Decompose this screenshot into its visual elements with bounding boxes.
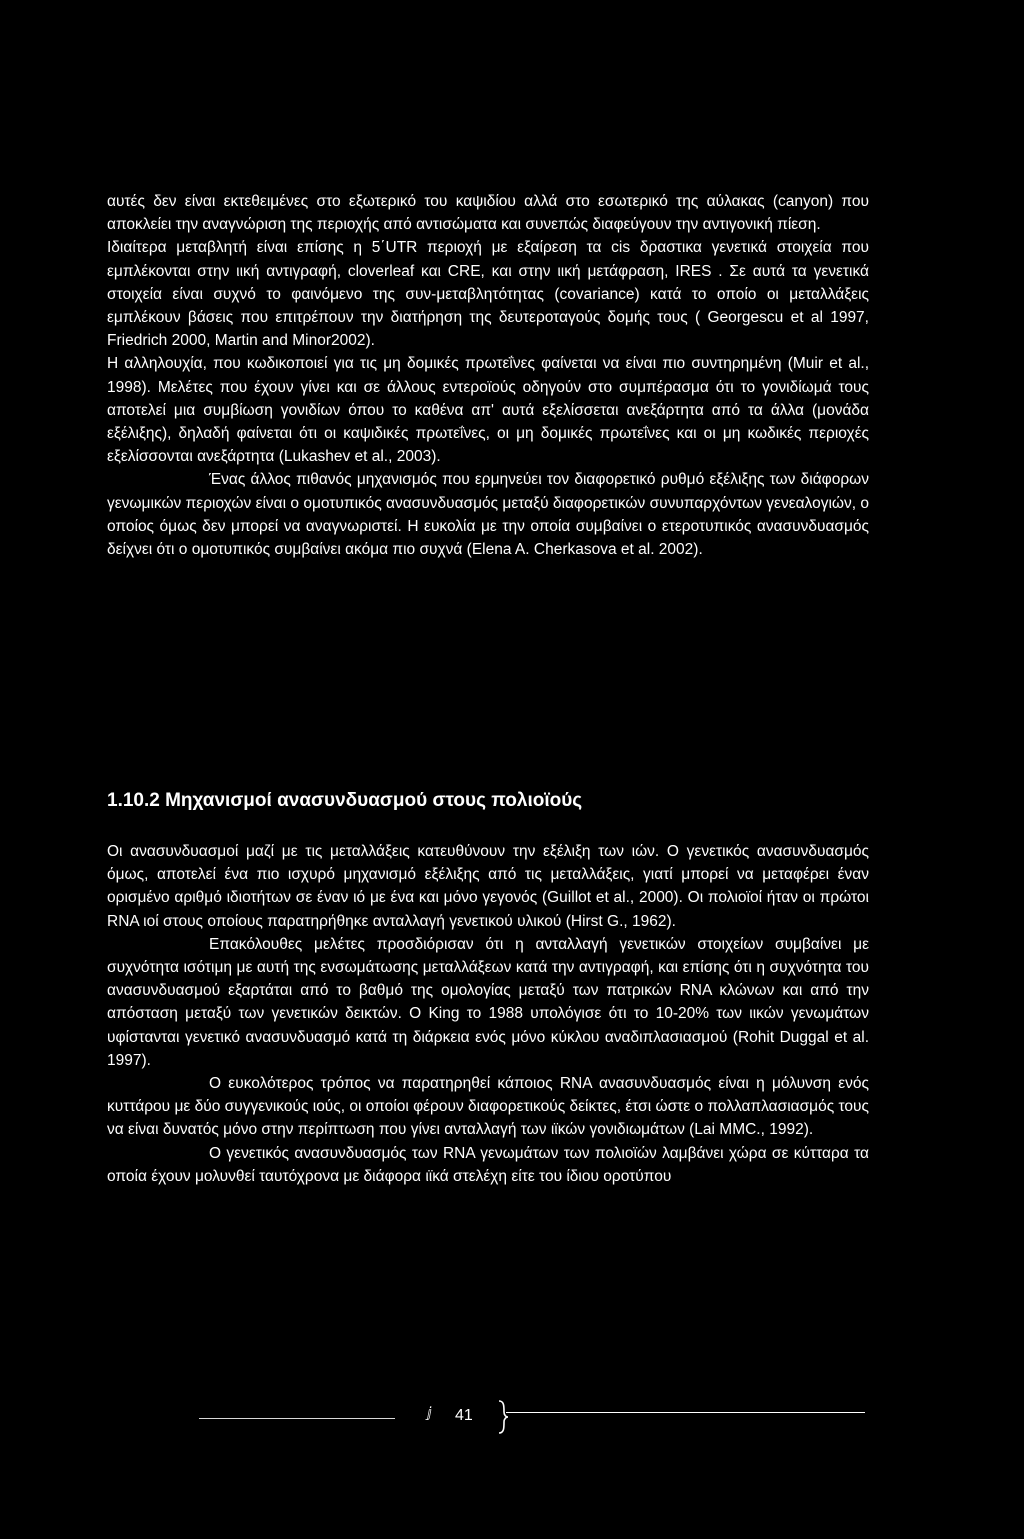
section-heading: 1.10.2 Μηχανισμοί ανασυνδυασμού στους πολιοϊούς bbox=[107, 790, 583, 811]
paragraph-nonstructural-proteins: Η αλληλουχία, που κωδικοποιεί για τις μη δομικές πρωτεΐνες φαίνεται να είναι πιο συντηρημένη (Muir et al., 1998). Μελέτες που έχουν γίνει και σε άλλους εντεροϊούς οδηγούν στο συμπέρασμα ότι το γονιδίωμά τους αποτελεί μια συμβίωση γονιδίων όπου το καθένα απ' αυτά εξελίσσεται ανεξάρτητα από τα άλλα (μονάδα εξέλιξης), δηλαδή φαίνεται ότι οι καψιδικές πρωτεΐνες, οι μη δομικές πρωτεΐνες και οι μη κωδικές περιοχές εξελίσσονται ανεξάρτητα (Lukashev et al., 2003). bbox=[107, 355, 869, 466]
page-number: 41 bbox=[455, 1407, 473, 1424]
footer-bracket-icon bbox=[497, 1400, 509, 1434]
paragraph-5utr-variability: Ιδιαίτερα μεταβλητή είναι επίσης η 5΄UTR περιοχή με εξαίρεση τα cis δραστικα γενετικά στοιχεία που εμπλέκονται στην ιική αντιγραφή, cloverleaf και CRE, και στην ιική μετάφραση, IRES . Σε αυτά τα γενετικά στοιχεία είναι συχνό το φαινόμενο της συν-μεταβλητότητας (covariance) κατά το οποίο οι μεταλλάξεις εμπλέκουν βάσεις που επιτρέπουν την διατήρηση της δευτεροταγούς δομής τους ( Georgescu et al 1997, Friedrich 2000, Martin and Minor2002). bbox=[107, 239, 869, 350]
paragraph-continuation: αυτές δεν είναι εκτεθειμένες στο εξωτερικό του καψιδίου αλλά στο εσωτερικό της αύλακας (canyon) που αποκλείει την αναγνώριση της περιοχής από αντισώματα και συνεπώς διαφεύγουν την αντιγονική πίεση. bbox=[107, 193, 869, 234]
paragraph-recombination-intro: Οι ανασυνδυασμοί μαζί με τις μεταλλάξεις κατευθύνουν την εξέλιξη των ιών. Ο γενετικός ανασυνδυασμός όμως, αποτελεί ένα πιο ισχυρό μηχανισμό εξέλιξης από τις μεταλλάξεις, γιατί μπορεί να μεταφέρει έναν ορισμένο αριθμό ιδιοτήτων σε έναν ιό με ένα και μόνο γεγονός (Guillot et al., 2000). Οι πολιοϊοί ήταν οι πρώτοι RNA ιοί στους οποίους παρατηρήθηκε ανταλλαγή γενετικού υλικού (Hirst G., 1962). bbox=[107, 843, 869, 930]
footer-rule-right bbox=[506, 1412, 865, 1413]
footer-mark: ⅉ bbox=[427, 1404, 432, 1420]
body-text-top bbox=[107, 190, 869, 561]
footer-rule-left bbox=[199, 1418, 395, 1419]
paragraph-easiest-way: Ο ευκολότερος τρόπος να παρατηρηθεί κάποιος RNA ανασυνδυασμός είναι η μόλυνση ενός κυττάρου με δύο συγγενικούς ιούς, οι οποίοι φέρουν διαφορετικούς δείκτες, έτσι ώστε ο πολλαπλασιασμός τους να είναι δυνατός μόνο στην περίπτωση που γίνει ανταλλαγή των ιϊκών γονιδιωμάτων (Lai MMC., 1992). bbox=[107, 1075, 869, 1139]
paragraph-homotypic-recombination: Ένας άλλος πιθανός μηχανισμός που ερμηνεύει τον διαφορετικό ρυθμό εξέλιξης των διάφορων γενωμικών περιοχών είναι ο ομοτυπικός ανασυνδυασμός μεταξύ διαφορετικών συνυπαρχόντων γενεαλογιών, ο οποίος όμως δεν μπορεί να αναγνωριστεί. Η ευκολία με την οποία συμβαίνει ο ετεροτυπικός ανασυνδυασμός δείχνει ότι ο ομοτυπικός συμβαίνει ακόμα πιο συχνά (Elena A. Cherkasova et al. 2002). bbox=[107, 471, 869, 559]
paragraph-genetic-recombination: Ο γενετικός ανασυνδυασμός των RNA γενωμάτων των πολιοϊών λαμβάνει χώρα σε κύτταρα τα οποία έχουν μολυνθεί ταυτόχρονα με διάφορα ιϊκά στελέχη είτε του ίδιου οροτύπου bbox=[107, 1144, 869, 1185]
page-footer bbox=[0, 1400, 1024, 1460]
body-text-bottom bbox=[107, 840, 869, 1188]
paragraph-subsequent-studies: Επακόλουθες μελέτες προσδιόρισαν ότι η ανταλλαγή γενετικών στοιχείων συμβαίνει με συχνότητα ισότιμη με αυτή της ενσωμάτωσης μεταλλάξεων κατά την αντιγραφή, και επίσης ότι η συχνότητα του ανασυνδυασμού εξαρτάται από το βαθμό της ομολογίας μεταξύ των πατρικών RNA κλώνων και από την απόσταση μεταξύ των γενετικών δεικτών. Ο King το 1988 υπολόγισε ότι το 10-20% των ιικών γενωμάτων υφίστανται γενετικό ανασυνδυασμό κατά τη διάρκεια ενός μόνο κύκλου αναδιπλασιασμού (Rohit Duggal et al. 1997). bbox=[107, 935, 869, 1069]
